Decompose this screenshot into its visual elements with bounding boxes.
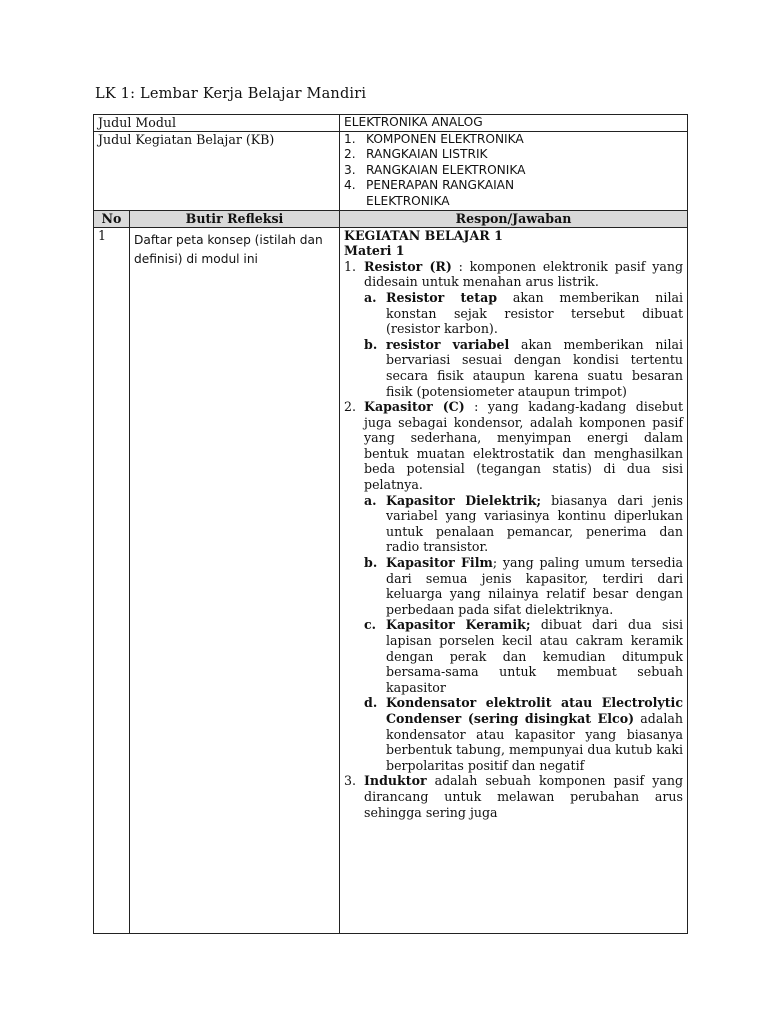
worksheet-table: [93, 114, 688, 934]
materi-heading: Materi 1: [344, 243, 405, 259]
list-item-resistor-variabel: b. resistor variabel akan memberikan nilai bervariasi sesuai dengan kondisi tertentu secara fisik ataupun karena suatu besaran fisik (potensiometer ataupun trimpot): [364, 336, 684, 399]
kb-list: [344, 132, 683, 210]
kb-heading: KEGIATAN BELAJAR 1: [344, 227, 503, 243]
table-row: [94, 227, 688, 933]
list-item-resistor: 1. Resistor (R) : komponen elektronik pasif yang didesain untuk menahan arus listrik.: [344, 258, 684, 290]
list-item: 1. KOMPONEN ELEKTRONIKA: [344, 131, 524, 146]
list-item-kapasitor-keramik: c. Kapasitor Keramik; dibuat dari dua sisi lapisan porselen kecil atau cakram keramik dengan perak dan kemudian ditumpuk bersama-sama untuk membuat sebuah kapasitor: [364, 617, 684, 695]
table-header-row: [94, 210, 688, 227]
header-no: No: [94, 210, 130, 227]
list-item: 4. PENERAPAN RANGKAIAN ELEKTRONIKA: [344, 178, 515, 208]
list-item: 2. RANGKAIAN LISTRIK: [344, 147, 488, 162]
list-item: 3. RANGKAIAN ELEKTRONIKA: [344, 162, 526, 177]
document-title: LK 1: Lembar Kerja Belajar Mandiri: [95, 86, 367, 102]
header-respon-jawaban: Respon/Jawaban: [340, 210, 688, 227]
butir-refleksi-text: Daftar peta konsep (istilah dan definisi) di modul ini: [134, 232, 323, 266]
butir-refleksi-cell: [130, 227, 340, 933]
list-item-kapasitor-dielektrik: a. Kapasitor Dielektrik; biasanya dari jenis variabel yang variasinya kontinu diperlukan untuk penalaan pemancar, penerima dan radio transistor.: [364, 492, 684, 555]
respon-cell: [340, 227, 688, 933]
kb-title-list-cell: [340, 131, 688, 210]
module-title-value: ELEKTRONIKA ANALOG: [340, 115, 688, 132]
header-butir-refleksi: Butir Refleksi: [130, 210, 340, 227]
row-number: 1: [94, 227, 130, 933]
list-item-kapasitor-film: b. Kapasitor Film; yang paling umum tersedia dari semua jenis kapasitor, terdiri dari keluarga yang nilainya relatif besar dengan perbedaan pada sifat dielektriknya.: [364, 555, 684, 617]
module-title-label: Judul Modul: [94, 115, 340, 132]
list-item-kapasitor: 2. Kapasitor (C) : yang kadang-kadang disebut juga sebagai kondensor, adalah komponen pasif yang sederhana, menyimpan energi dalam bentuk muatan elektrostatik dan menghasilkan beda potensial (tegangan statis) di dua sisi pelatnya.: [344, 399, 684, 493]
list-item-kondensator-elektrolit: d. Kondensator elektrolit atau Electrolytic Condenser (sering disingkat Elco) adalah kondensator atau kapasitor yang biasanya berbentuk tabung, mempunyai dua kutub kaki berpolaritas positif dan negatif: [364, 695, 684, 773]
table-row: [94, 131, 688, 210]
kb-title-label: Judul Kegiatan Belajar (KB): [94, 131, 340, 210]
table-row: [94, 115, 688, 132]
list-item-induktor: 3. Induktor adalah sebuah komponen pasif yang dirancang untuk melawan perubahan arus sehingga sering juga: [344, 773, 684, 820]
list-item-resistor-tetap: a. Resistor tetap akan memberikan nilai konstan sejak resistor tersebut dibuat (resistor karbon).: [364, 289, 684, 337]
